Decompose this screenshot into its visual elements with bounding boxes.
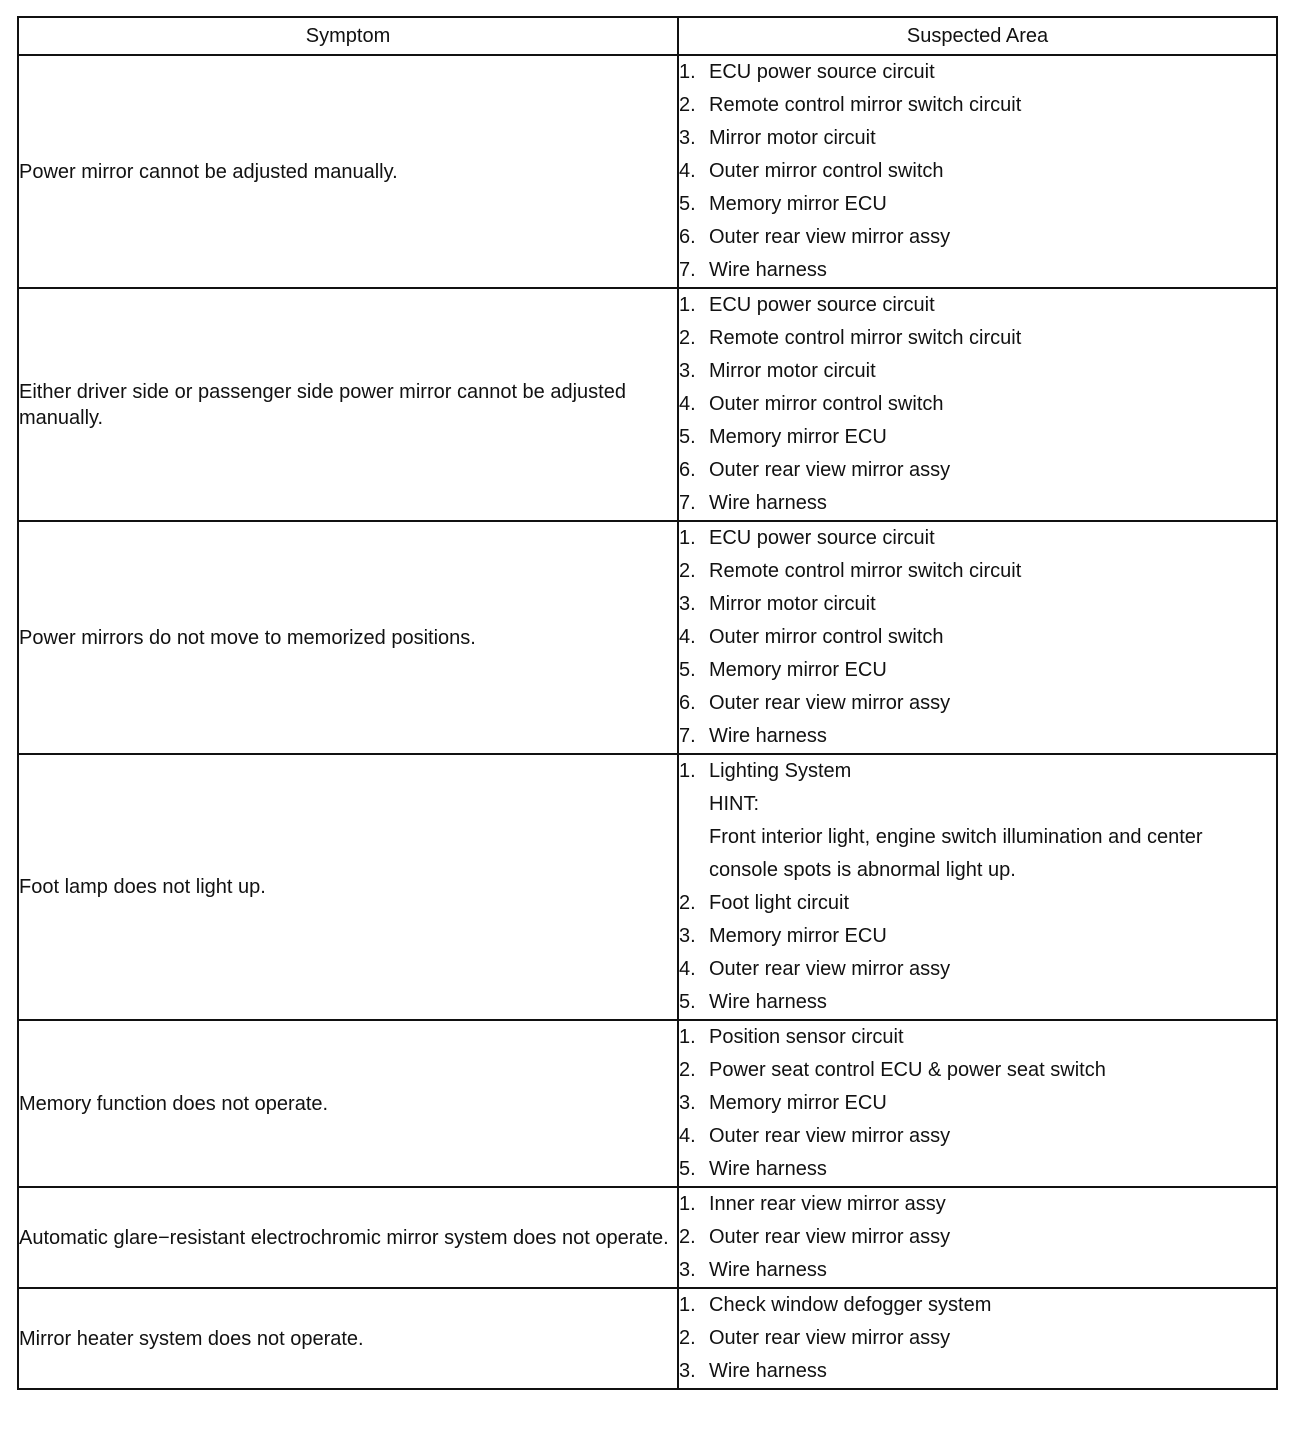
item-text: Outer rear view mirror assy (709, 692, 951, 714)
item-text: Outer rear view mirror assy (709, 459, 951, 481)
item-text: ECU power source circuit (709, 61, 935, 83)
item-body (709, 1254, 1276, 1287)
list-item (679, 122, 1276, 155)
item-text: Memory mirror ECU (709, 193, 887, 215)
item-body (709, 1221, 1276, 1254)
item-body (709, 254, 1276, 287)
item-number: 7. (679, 725, 696, 747)
suspected-area-column-header: Suspected Area (678, 17, 1277, 55)
suspected-area-cell (678, 288, 1277, 521)
table-row (18, 1187, 1277, 1288)
suspected-area-list (679, 1289, 1276, 1388)
item-text: Memory mirror ECU (709, 925, 887, 947)
item-text: Power seat control ECU & power seat switch (709, 1059, 1106, 1081)
item-body (709, 986, 1276, 1019)
list-item (679, 1322, 1276, 1355)
table-row (18, 754, 1277, 1020)
list-item (679, 89, 1276, 122)
list-item (679, 1120, 1276, 1153)
item-number: 4. (679, 958, 696, 980)
list-item (679, 588, 1276, 621)
list-item (679, 155, 1276, 188)
item-number: 1. (679, 527, 696, 549)
suspected-area-cell (678, 1288, 1277, 1389)
list-item (679, 487, 1276, 520)
item-body (709, 89, 1276, 122)
list-item (679, 421, 1276, 454)
item-number: 3. (679, 925, 696, 947)
suspected-area-cell (678, 754, 1277, 1020)
suspected-area-list (679, 1021, 1276, 1186)
item-number: 1. (679, 294, 696, 316)
item-body (709, 1355, 1276, 1388)
list-item (679, 654, 1276, 687)
item-text: Check window defogger system (709, 1294, 992, 1316)
item-body (709, 388, 1276, 421)
list-item (679, 1254, 1276, 1287)
item-text: Memory mirror ECU (709, 659, 887, 681)
item-number: 1. (679, 61, 696, 83)
item-body (709, 322, 1276, 355)
item-body (709, 755, 1276, 887)
list-item (679, 1021, 1276, 1054)
list-item (679, 1355, 1276, 1388)
list-item (679, 555, 1276, 588)
list-item (679, 322, 1276, 355)
symptom-column-header: Symptom (18, 17, 678, 55)
item-number: 1. (679, 1026, 696, 1048)
item-text: Wire harness (709, 991, 827, 1013)
item-body (709, 421, 1276, 454)
list-item (679, 254, 1276, 287)
item-number: 4. (679, 626, 696, 648)
list-item (679, 1289, 1276, 1322)
list-item (679, 1087, 1276, 1120)
suspected-area-list (679, 522, 1276, 753)
item-text: ECU power source circuit (709, 294, 935, 316)
suspected-area-cell (678, 55, 1277, 288)
symptom-cell: Mirror heater system does not operate. (18, 1288, 678, 1389)
item-body (709, 1021, 1276, 1054)
list-item (679, 289, 1276, 322)
symptom-cell: Either driver side or passenger side power mirror cannot be adjusted manually. (18, 288, 678, 521)
item-number: 2. (679, 1059, 696, 1081)
list-item (679, 986, 1276, 1019)
list-item (679, 920, 1276, 953)
item-text: Remote control mirror switch circuit (709, 327, 1022, 349)
item-text: Mirror motor circuit (709, 127, 876, 149)
item-number: 4. (679, 1125, 696, 1147)
item-text: Wire harness (709, 725, 827, 747)
list-item (679, 887, 1276, 920)
item-number: 3. (679, 593, 696, 615)
symptom-cell: Power mirrors do not move to memorized positions. (18, 521, 678, 754)
list-item (679, 1188, 1276, 1221)
item-text: Outer mirror control switch (709, 626, 944, 648)
table-body (18, 55, 1277, 1389)
item-number: 4. (679, 393, 696, 415)
item-text: Outer rear view mirror assy (709, 1125, 951, 1147)
item-body (709, 1054, 1276, 1087)
item-text: Remote control mirror switch circuit (709, 94, 1022, 116)
item-body (709, 1087, 1276, 1120)
hint-text: Front interior light, engine switch illumination and center console spots is abnormal light up. (709, 826, 1203, 881)
list-item (679, 1221, 1276, 1254)
item-body (709, 1120, 1276, 1153)
item-number: 6. (679, 226, 696, 248)
item-text: Mirror motor circuit (709, 360, 876, 382)
item-body (709, 1153, 1276, 1186)
symptom-cell: Memory function does not operate. (18, 1020, 678, 1187)
item-number: 5. (679, 426, 696, 448)
list-item (679, 221, 1276, 254)
suspected-area-list (679, 289, 1276, 520)
item-text: Wire harness (709, 1259, 827, 1281)
item-number: 1. (679, 1294, 696, 1316)
item-body (709, 56, 1276, 89)
item-body (709, 522, 1276, 555)
item-text: ECU power source circuit (709, 527, 935, 549)
item-text: Outer mirror control switch (709, 160, 944, 182)
suspected-area-list (679, 755, 1276, 1019)
item-text: Outer rear view mirror assy (709, 1327, 951, 1349)
item-text: Outer rear view mirror assy (709, 958, 951, 980)
list-item (679, 56, 1276, 89)
list-item (679, 355, 1276, 388)
item-number: 6. (679, 692, 696, 714)
list-item (679, 755, 1276, 887)
table-row (18, 1020, 1277, 1187)
problem-symptoms-table (17, 16, 1278, 1390)
item-text: Foot light circuit (709, 892, 850, 914)
item-text: Memory mirror ECU (709, 426, 887, 448)
item-number: 2. (679, 1226, 696, 1248)
item-number: 2. (679, 560, 696, 582)
list-item (679, 687, 1276, 720)
item-number: 2. (679, 94, 696, 116)
item-number: 1. (679, 1193, 696, 1215)
list-item (679, 621, 1276, 654)
item-body (709, 687, 1276, 720)
list-item (679, 1054, 1276, 1087)
item-body (709, 289, 1276, 322)
item-text: Lighting System (709, 760, 852, 782)
table-row (18, 55, 1277, 288)
item-body (709, 454, 1276, 487)
item-text: Outer rear view mirror assy (709, 1226, 951, 1248)
list-item (679, 522, 1276, 555)
item-body (709, 188, 1276, 221)
suspected-area-cell (678, 521, 1277, 754)
item-text: Wire harness (709, 259, 827, 281)
suspected-area-cell (678, 1020, 1277, 1187)
item-number: 4. (679, 160, 696, 182)
item-text: Wire harness (709, 1158, 827, 1180)
item-text: Inner rear view mirror assy (709, 1193, 946, 1215)
item-text: Wire harness (709, 492, 827, 514)
item-body (709, 355, 1276, 388)
item-text: Remote control mirror switch circuit (709, 560, 1022, 582)
item-body (709, 487, 1276, 520)
item-body (709, 588, 1276, 621)
suspected-area-cell (678, 1187, 1277, 1288)
item-number: 3. (679, 1092, 696, 1114)
item-text: Mirror motor circuit (709, 593, 876, 615)
item-number: 3. (679, 1259, 696, 1281)
list-item (679, 388, 1276, 421)
table-header-row (18, 17, 1277, 55)
item-number: 3. (679, 360, 696, 382)
suspected-area-list (679, 1188, 1276, 1287)
item-body (709, 1322, 1276, 1355)
table-row (18, 288, 1277, 521)
item-body (709, 887, 1276, 920)
item-number: 2. (679, 1327, 696, 1349)
item-number: 3. (679, 1360, 696, 1382)
item-number: 2. (679, 892, 696, 914)
item-body (709, 122, 1276, 155)
symptom-cell: Foot lamp does not light up. (18, 754, 678, 1020)
item-body (709, 1188, 1276, 1221)
item-number: 5. (679, 1158, 696, 1180)
list-item (679, 953, 1276, 986)
item-body (709, 920, 1276, 953)
item-text: Position sensor circuit (709, 1026, 904, 1048)
list-item (679, 1153, 1276, 1186)
symptom-cell: Automatic glare−resistant electrochromic mirror system does not operate. (18, 1187, 678, 1288)
item-body (709, 720, 1276, 753)
item-body (709, 555, 1276, 588)
item-body (709, 654, 1276, 687)
item-body (709, 1289, 1276, 1322)
item-text: Memory mirror ECU (709, 1092, 887, 1114)
hint-label: HINT: (709, 793, 759, 815)
item-number: 5. (679, 193, 696, 215)
suspected-area-list (679, 56, 1276, 287)
item-text: Outer rear view mirror assy (709, 226, 951, 248)
item-body (709, 953, 1276, 986)
item-body (709, 155, 1276, 188)
item-number: 1. (679, 760, 696, 782)
table-row (18, 521, 1277, 754)
item-number: 3. (679, 127, 696, 149)
item-number: 5. (679, 659, 696, 681)
item-body (709, 621, 1276, 654)
item-number: 2. (679, 327, 696, 349)
item-text: Wire harness (709, 1360, 827, 1382)
item-body (709, 221, 1276, 254)
item-text: Outer mirror control switch (709, 393, 944, 415)
item-number: 7. (679, 492, 696, 514)
item-number: 6. (679, 459, 696, 481)
table-row (18, 1288, 1277, 1389)
list-item (679, 720, 1276, 753)
list-item (679, 454, 1276, 487)
symptom-cell: Power mirror cannot be adjusted manually. (18, 55, 678, 288)
list-item (679, 188, 1276, 221)
item-number: 5. (679, 991, 696, 1013)
item-number: 7. (679, 259, 696, 281)
